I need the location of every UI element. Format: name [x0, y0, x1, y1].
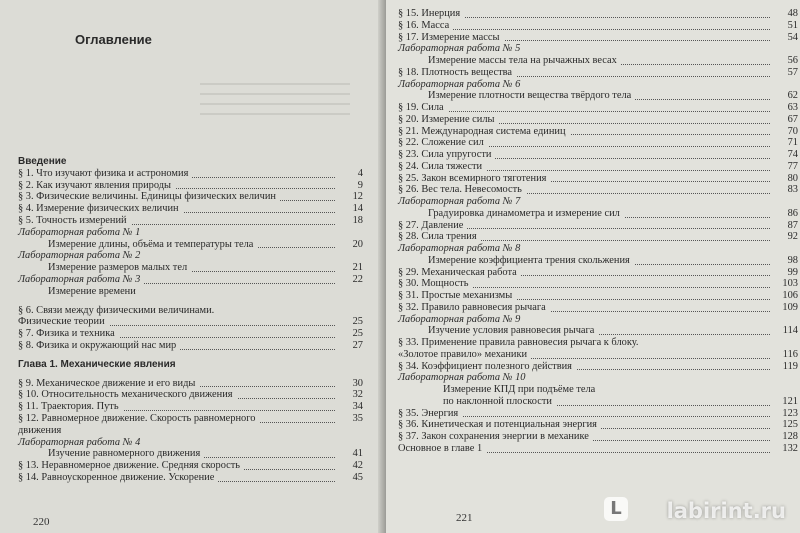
toc-entry-title: § 6. Связи между физическими величинами. — [18, 305, 218, 317]
toc-entry-title: Измерение времени — [18, 286, 140, 298]
toc-entry-title: § 28. Сила трения — [398, 231, 481, 243]
toc-entry-title: Лабораторная работа № 9 — [398, 314, 524, 326]
toc-entry — [398, 396, 798, 408]
toc-entry-title: § 25. Закон всемирного тяготения — [398, 173, 550, 185]
toc-entry-title: § 29. Механическая работа — [398, 267, 521, 279]
toc-entry-page: 9 — [357, 179, 363, 191]
toc-entry — [398, 302, 798, 314]
toc-entry — [18, 203, 363, 215]
toc-entry — [398, 361, 798, 373]
toc-entry-title: по наклонной плоскости — [398, 396, 556, 408]
toc-entry — [398, 220, 798, 232]
toc-entry — [18, 401, 363, 413]
toc-entry-page: 103 — [782, 278, 798, 290]
toc-entry-title: § 9. Механическое движение и его виды — [18, 378, 199, 390]
toc-entry-title: § 3. Физические величины. Единицы физических величин — [18, 191, 280, 203]
toc-entry-page: 41 — [352, 448, 363, 460]
toc-entry — [18, 250, 363, 262]
toc-entry-page: 114 — [782, 325, 798, 337]
toc-entry-title: § 14. Равноускоренное движение. Ускорение — [18, 472, 218, 484]
toc-entry — [398, 419, 798, 431]
toc-entry-title: § 32. Правило равновесия рычага — [398, 302, 550, 314]
toc-entry — [398, 114, 798, 126]
toc-entry — [398, 102, 798, 114]
toc-entry-title: § 33. Применение правила равновесия рычага к блоку. — [398, 337, 643, 349]
toc-entry-title: § 27. Давление — [398, 220, 467, 232]
toc-entry-page: 106 — [782, 290, 798, 301]
toc-entry-page: 54 — [787, 31, 798, 43]
toc-entry-page: 22 — [352, 273, 363, 285]
toc-entry — [398, 372, 798, 384]
toc-entry-title: § 11. Траектория. Путь — [18, 401, 123, 413]
toc-entry-page: 121 — [782, 395, 798, 407]
toc-entry-page: 123 — [782, 407, 798, 419]
toc-entry-title: § 36. Кинетическая и потенциальная энергия — [398, 419, 601, 431]
toc-entry-page: 98 — [787, 254, 798, 266]
toc-entry — [18, 156, 363, 168]
toc-entry-page: 116 — [782, 348, 798, 360]
toc-entry-title: § 23. Сила упругости — [398, 149, 495, 161]
toc-entry-title: § 12. Равномерное движение. Скорость равномерного — [18, 413, 259, 425]
toc-entry — [18, 389, 363, 401]
toc-entry-page: 42 — [352, 460, 363, 472]
toc-entry-title: § 8. Физика и окружающий нас мир — [18, 340, 180, 352]
toc-entry-title: § 4. Измерение физических величин — [18, 203, 183, 215]
toc-entry — [398, 231, 798, 243]
toc-entry — [398, 126, 798, 138]
toc-entry-title: Измерение массы тела на рычажных весах — [398, 55, 621, 67]
toc-entry-page: 32 — [352, 389, 363, 401]
toc-entry — [18, 316, 363, 328]
toc-entry-page: 63 — [787, 102, 798, 113]
toc-entry-title: Лабораторная работа № 7 — [398, 196, 524, 208]
toc-entry-title: движения — [18, 425, 65, 437]
toc-entry-page: 92 — [787, 231, 798, 243]
toc-entry-title: § 19. Сила — [398, 102, 448, 114]
toc-entry — [18, 262, 363, 274]
toc-entry — [18, 305, 363, 317]
toc-entry-title: § 22. Сложение сил — [398, 137, 488, 149]
toc-entry-title: § 35. Энергия — [398, 408, 462, 420]
toc-entry-page: 12 — [352, 191, 363, 203]
toc-entry-title: Лабораторная работа № 3 — [18, 274, 144, 286]
toc-entry — [398, 8, 798, 20]
toc-entry — [18, 340, 363, 352]
toc-entry-page: 67 — [787, 113, 798, 125]
toc-entry-page: 74 — [787, 149, 798, 160]
toc-entry-title: § 15. Инерция — [398, 8, 464, 20]
toc-entry — [18, 180, 363, 192]
toc-entry-title: § 1. Что изучают физика и астрономия — [18, 168, 192, 180]
toc-entry — [18, 413, 363, 425]
toc-entry-title: Лабораторная работа № 2 — [18, 250, 144, 262]
toc-entry-title: § 7. Физика и техника — [18, 328, 119, 340]
toc-entry-page: 48 — [787, 8, 798, 19]
toc-entry — [18, 448, 363, 460]
toc-entry-page: 99 — [787, 266, 798, 278]
toc-entry-page: 21 — [352, 262, 363, 274]
toc-entry — [18, 359, 363, 371]
toc-entry — [398, 32, 798, 44]
left-page — [0, 0, 392, 533]
toc-entry-title: Физические теории — [18, 316, 109, 328]
page-number-right: 221 — [456, 512, 473, 524]
toc-entry-page: 25 — [352, 328, 363, 340]
toc-entry — [18, 437, 363, 449]
toc-entry — [18, 168, 363, 180]
toc-entry-title: Изучение условия равновесия рычага — [398, 325, 598, 337]
toc-entry — [398, 408, 798, 420]
toc-entry-page: 45 — [352, 471, 363, 483]
toc-entry-page: 34 — [352, 401, 363, 413]
toc-entry-page: 119 — [782, 360, 798, 372]
toc-entry — [398, 55, 798, 67]
toc-entry-title: § 20. Измерение силы — [398, 114, 499, 126]
toc-entry-title: Лабораторная работа № 5 — [398, 43, 524, 55]
toc-entry-page: 132 — [782, 442, 798, 454]
toc-entry-title: § 5. Точность измерений — [18, 215, 131, 227]
toc-entry-page: 20 — [352, 238, 363, 250]
dot-leader — [398, 29, 770, 30]
toc-entry — [18, 215, 363, 227]
toc-entry — [398, 184, 798, 196]
toc-entry — [18, 378, 363, 390]
toc-entry — [398, 443, 798, 455]
toc-entry-title: § 18. Плотность вещества — [398, 67, 516, 79]
toc-entry-title: § 13. Неравномерное движение. Средняя скорость — [18, 460, 244, 472]
toc-entry-page: 83 — [787, 184, 798, 196]
toc-entry — [398, 349, 798, 361]
toc-entry — [18, 328, 363, 340]
toc-entry-title: § 17. Измерение массы — [398, 32, 504, 44]
toc-entry-title: Лабораторная работа № 6 — [398, 79, 524, 91]
toc-entry-page: 56 — [787, 55, 798, 66]
toc-entry — [398, 149, 798, 161]
toc-entry — [398, 337, 798, 349]
dot-leader — [398, 111, 770, 112]
toc-entry — [398, 278, 798, 290]
toc-list-right — [398, 8, 798, 455]
toc-entry-page: 86 — [787, 207, 798, 219]
toc-entry-page: 62 — [787, 90, 798, 102]
toc-entry — [398, 243, 798, 255]
toc-entry-page: 30 — [352, 377, 363, 389]
toc-entry — [398, 325, 798, 337]
toc-entry-page: 109 — [782, 301, 798, 313]
toc-entry-title: § 24. Сила тяжести — [398, 161, 486, 173]
right-page — [386, 0, 800, 533]
page-number-left: 220 — [33, 516, 50, 528]
toc-entry-title: Глава 1. Механические явления — [18, 359, 180, 371]
toc-entry-title: § 10. Относительность механического движения — [18, 389, 237, 401]
watermark: labirint.ru — [666, 499, 786, 523]
toc-entry — [398, 20, 798, 32]
toc-entry-title: § 37. Закон сохранения энергии в механике — [398, 431, 593, 443]
toc-entry-page: 71 — [787, 137, 798, 149]
toc-entry-page: 25 — [352, 316, 363, 328]
toc-entry-page: 128 — [782, 431, 798, 442]
toc-entry-page: 27 — [352, 339, 363, 351]
toc-entry — [398, 208, 798, 220]
toc-entry-page: 77 — [787, 160, 798, 172]
toc-entry — [398, 161, 798, 173]
toc-entry-page: 35 — [352, 412, 363, 424]
toc-entry-title: Градуировка динамометра и измерение сил — [398, 208, 624, 220]
toc-entry-title: Изучение равномерного движения — [18, 448, 204, 460]
toc-entry — [398, 431, 798, 443]
toc-entry — [398, 79, 798, 91]
page-title: Оглавление — [75, 32, 152, 47]
toc-entry-page: 4 — [357, 167, 363, 179]
toc-entry — [398, 384, 798, 396]
toc-entry-title: Лабораторная работа № 8 — [398, 243, 524, 255]
toc-entry-title: § 34. Коэффициент полезного действия — [398, 361, 576, 373]
toc-entry — [398, 173, 798, 185]
toc-entry — [18, 286, 363, 298]
toc-entry-title: «Золотое правило» механики — [398, 349, 531, 361]
bleed-through-marks — [200, 75, 350, 145]
toc-entry — [18, 425, 363, 437]
toc-entry-title: § 2. Как изучают явления природы — [18, 180, 175, 192]
toc-entry — [398, 267, 798, 279]
toc-entry-title: § 31. Простые механизмы — [398, 290, 516, 302]
toc-entry — [398, 314, 798, 326]
toc-entry-title: § 30. Мощность — [398, 278, 472, 290]
toc-entry-page: 57 — [787, 66, 798, 78]
toc-entry — [18, 239, 363, 251]
toc-entry-title: Лабораторная работа № 1 — [18, 227, 144, 239]
toc-entry-page: 18 — [352, 214, 363, 226]
toc-entry — [398, 67, 798, 79]
toc-entry-title: Введение — [18, 156, 70, 168]
toc-entry-title: Лабораторная работа № 10 — [398, 372, 529, 384]
toc-entry-page: 51 — [787, 19, 798, 31]
toc-entry — [398, 196, 798, 208]
toc-entry-page: 125 — [782, 419, 798, 431]
toc-entry-page: 70 — [787, 125, 798, 137]
watermark-logo-icon: L — [604, 497, 628, 521]
toc-entry-title: § 16. Масса — [398, 20, 453, 32]
toc-entry-title: Измерение коэффициента трения скольжения — [398, 255, 634, 267]
toc-entry — [398, 290, 798, 302]
toc-entry — [398, 255, 798, 267]
toc-entry-title: Измерение КПД при подъёме тела — [398, 384, 599, 396]
toc-entry — [18, 460, 363, 472]
toc-entry — [18, 191, 363, 203]
toc-entry-page: 87 — [787, 219, 798, 231]
toc-entry-title: Лабораторная работа № 4 — [18, 437, 144, 449]
toc-entry-page: 14 — [352, 203, 363, 215]
toc-entry-title: § 26. Вес тела. Невесомость — [398, 184, 526, 196]
toc-entry — [398, 137, 798, 149]
toc-entry-title: Измерение длины, объёма и температуры тела — [18, 239, 257, 251]
toc-entry — [398, 43, 798, 55]
toc-entry — [18, 274, 363, 286]
toc-entry — [18, 472, 363, 484]
toc-list-left — [18, 156, 363, 484]
toc-entry-title: Основное в главе 1 — [398, 443, 486, 455]
toc-entry — [18, 227, 363, 239]
toc-entry-page: 80 — [787, 172, 798, 184]
toc-entry — [398, 90, 798, 102]
toc-entry-title: Измерение размеров малых тел — [18, 262, 191, 274]
toc-entry-title: § 21. Международная система единиц — [398, 126, 570, 138]
toc-entry-title: Измерение плотности вещества твёрдого тела — [398, 90, 635, 102]
